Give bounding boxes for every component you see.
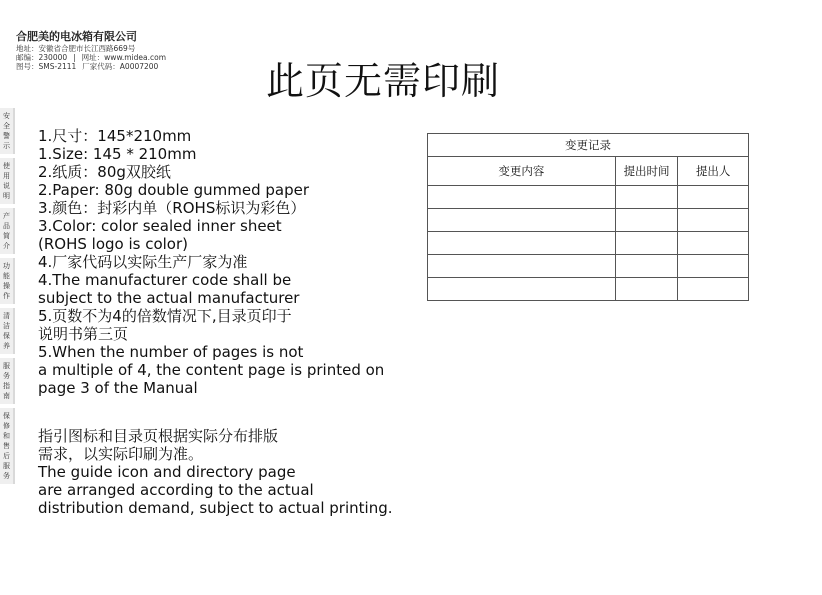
note-line: The guide icon and directory page [38,463,296,481]
company-postcode: 邮编：230000 [16,53,68,63]
table-row [428,255,749,278]
table-cell [615,278,678,301]
vendor-code: 厂家代码：A0007200 [82,62,159,72]
table-cell [428,209,616,232]
company-address: 地址：安徽省合肥市长江西路669号 [16,44,136,54]
side-tab-safety[interactable]: 安全警示 [0,108,15,154]
note-line: are arranged according to the actual [38,481,314,499]
side-tab-usage[interactable]: 使用说明 [0,158,15,204]
column-header-submitter: 提出人 [678,157,749,186]
table-row [428,278,749,301]
note-line: 说明书第三页 [38,325,129,343]
change-record-title: 变更记录 [428,134,749,157]
company-website: 网址：www.midea.com [81,53,167,63]
note-line: 1.尺寸：145*210mm [38,127,192,145]
note-spacer [38,397,418,427]
note-line: 指引图标和目录页根据实际分布排版 [38,427,279,445]
company-codes [16,62,172,71]
note-line: 2.Paper: 80g double gummed paper [38,181,310,199]
note-line: (ROHS logo is color) [38,235,188,253]
table-cell [428,255,616,278]
note-line: 2.纸质：80g双胶纸 [38,163,171,181]
note-line: 需求，以实际印刷为准。 [38,445,204,463]
table-row [428,209,749,232]
column-header-submit-time: 提出时间 [615,157,678,186]
side-tab-operation[interactable]: 功能操作 [0,258,15,304]
column-header-change-content: 变更内容 [428,157,616,186]
print-spec-notes [38,127,418,517]
table-cell [615,186,678,209]
table-cell [678,232,749,255]
note-line: distribution demand, subject to actual printing. [38,499,393,517]
table-cell [428,232,616,255]
table-cell [678,255,749,278]
note-line: a multiple of 4, the content page is printed on [38,361,385,379]
side-tab-product-intro[interactable]: 产品简介 [0,208,15,254]
note-line: page 3 of the Manual [38,379,198,397]
table-cell [678,209,749,232]
table-cell [615,255,678,278]
table-cell [678,278,749,301]
side-tab-cleaning[interactable]: 清洁保养 [0,308,15,354]
note-line: 4.The manufacturer code shall be [38,271,292,289]
company-contact: 邮编：230000 | 网址：www.midea.com [16,53,167,63]
table-cell [615,209,678,232]
side-tab-strip [0,108,18,488]
drawing-number: 图号：SMS-2111 [16,62,77,72]
change-record-table [427,133,749,301]
table-row [428,232,749,255]
note-line: 3.Color: color sealed inner sheet [38,217,282,235]
table-cell [615,232,678,255]
note-line: 4.厂家代码以实际生产厂家为准 [38,253,248,271]
page-title: 此页无需印刷 [266,59,501,103]
table-cell [428,278,616,301]
side-tab-warranty[interactable]: 保修和售后服务 [0,408,15,484]
note-line: 5.页数不为4的倍数情况下,目录页印于 [38,307,292,325]
table-row [428,186,749,209]
company-name: 合肥美的电冰箱有限公司 [16,30,137,43]
note-line: 3.颜色：封彩内单（ROHS标识为彩色） [38,199,306,217]
side-tab-service-guide[interactable]: 服务指南 [0,358,15,404]
note-line: 1.Size: 145 * 210mm [38,145,197,163]
company-info [16,30,172,71]
table-cell [678,186,749,209]
note-line: subject to the actual manufacturer [38,289,300,307]
note-line: 5.When the number of pages is not [38,343,304,361]
table-cell [428,186,616,209]
